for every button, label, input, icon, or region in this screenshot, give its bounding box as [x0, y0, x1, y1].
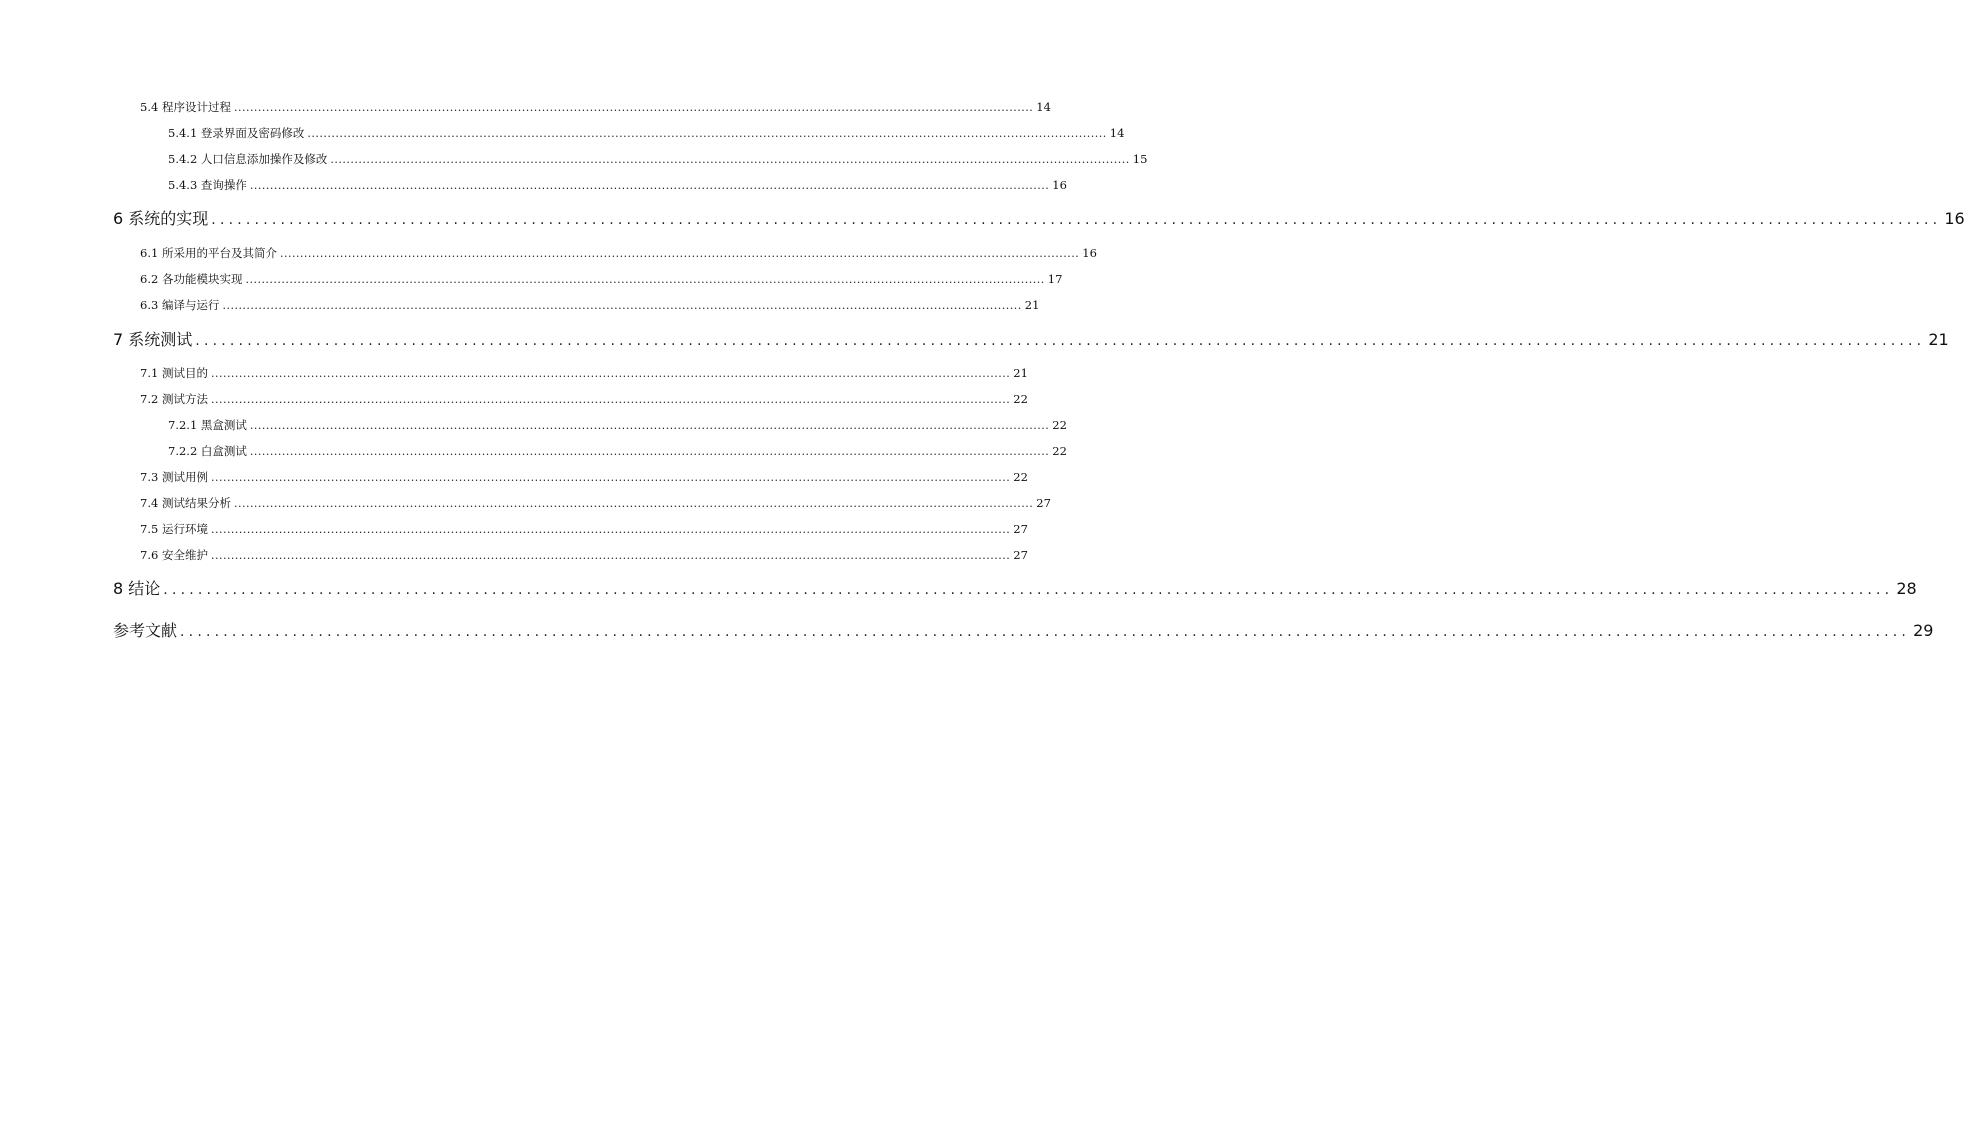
toc-entry-number: 8: [113, 579, 124, 598]
toc-entry-page: 21: [1013, 366, 1028, 380]
toc-entry-title: 系统测试: [128, 330, 193, 349]
toc-entry-page: 17: [1047, 272, 1063, 286]
toc-entry-number: 6.1: [140, 246, 159, 260]
toc-leader-dots: ........................................................................................................................................................................................................: [195, 333, 1926, 349]
toc-entry-number: 7.2.2: [168, 444, 198, 458]
toc-leader-dots: ........................................................................................................................................................................................................: [233, 497, 1034, 510]
toc-entry-7-2[interactable]: [140, 390, 1028, 408]
toc-leader-dots: ........................................................................................................................................................................................................: [307, 127, 1107, 140]
toc-leader-dots: ........................................................................................................................................................................................................: [249, 179, 1050, 192]
toc-entry-page: 22: [1052, 418, 1067, 432]
toc-entry-7-2-1[interactable]: [168, 416, 1067, 434]
toc-entry-title: 运行环境: [161, 522, 208, 536]
toc-entry-7-1[interactable]: [140, 364, 1028, 382]
toc-entry-title: 测试目的: [161, 366, 208, 380]
toc-entry-page: 27: [1036, 496, 1051, 510]
toc-entry-page: 16: [1082, 246, 1097, 260]
toc-entry-chapter-6[interactable]: [113, 207, 1965, 231]
toc-entry-title: 参考文献: [113, 621, 178, 640]
toc-entry-number: 7.4: [140, 496, 159, 510]
toc-entry-title: 编译与运行: [161, 298, 220, 312]
toc-leader-dots: ........................................................................................................................................................................................................: [249, 445, 1050, 458]
toc-entry-page: 15: [1132, 152, 1148, 166]
toc-entry-7-6[interactable]: [140, 546, 1028, 564]
toc-entry-chapter-8[interactable]: [113, 577, 1917, 601]
toc-leader-dots: ........................................................................................................................................................................................................: [222, 299, 1022, 312]
toc-entry-number: 5.4: [140, 100, 159, 114]
toc-entry-7-2-2[interactable]: [168, 442, 1067, 460]
toc-leader-dots: ........................................................................................................................................................................................................: [211, 212, 1942, 228]
toc-entry-title: 各功能模块实现: [161, 272, 243, 286]
toc-entry-page: 16: [1052, 178, 1067, 192]
toc-leader-dots: ........................................................................................................................................................................................................: [210, 471, 1011, 484]
toc-entry-page: 27: [1013, 548, 1028, 562]
toc-entry-page: 22: [1052, 444, 1067, 458]
toc-entry-title: 系统的实现: [128, 209, 209, 228]
toc-entry-page: 14: [1109, 126, 1125, 140]
toc-entry-7-5[interactable]: [140, 520, 1028, 538]
toc-entry-title: 查询操作: [200, 178, 247, 192]
toc-entry-6-1[interactable]: [140, 244, 1097, 262]
toc-entry-page: 27: [1013, 522, 1028, 536]
toc-leader-dots: ........................................................................................................................................................................................................: [245, 273, 1045, 286]
toc-entry-title: 黑盒测试: [200, 418, 247, 432]
toc-entry-5-4[interactable]: [140, 98, 1051, 116]
toc-entry-7-3[interactable]: [140, 468, 1028, 486]
toc-leader-dots: ........................................................................................................................................................................................................: [210, 523, 1011, 536]
toc-leader-dots: ........................................................................................................................................................................................................: [210, 367, 1011, 380]
toc-entry-title: 白盒测试: [200, 444, 247, 458]
toc-entry-references[interactable]: [113, 619, 1934, 643]
toc-entry-page: 21: [1024, 298, 1040, 312]
toc-entry-title: 测试方法: [161, 392, 208, 406]
toc-entry-number: 7.5: [140, 522, 159, 536]
toc-entry-5-4-3[interactable]: [168, 176, 1067, 194]
toc-entry-number: 5.4.1: [168, 126, 198, 140]
toc-entry-6-3[interactable]: [140, 296, 1040, 314]
toc-entry-title: 人口信息添加操作及修改: [200, 152, 328, 166]
toc-entry-page: 28: [1896, 579, 1917, 598]
toc-entry-number: 6.2: [140, 272, 159, 286]
toc-entry-page: 29: [1913, 621, 1934, 640]
toc-entry-number: 5.4.3: [168, 178, 198, 192]
toc-leader-dots: ........................................................................................................................................................................................................: [210, 393, 1011, 406]
toc-entry-number: 6: [113, 209, 124, 228]
toc-entry-page: 14: [1036, 100, 1051, 114]
toc-entry-title: 安全维护: [161, 548, 208, 562]
toc-entry-number: 7.6: [140, 548, 159, 562]
toc-entry-6-2[interactable]: [140, 270, 1063, 288]
toc-entry-title: 登录界面及密码修改: [200, 126, 305, 140]
toc-entry-title: 程序设计过程: [161, 100, 231, 114]
toc-entry-number: 6.3: [140, 298, 159, 312]
toc-leader-dots: ........................................................................................................................................................................................................: [330, 153, 1130, 166]
toc-entry-5-4-1[interactable]: [168, 124, 1125, 142]
toc-entry-5-4-2[interactable]: [168, 150, 1148, 168]
toc-leader-dots: ........................................................................................................................................................................................................: [163, 582, 1894, 598]
toc-entry-title: 结论: [128, 579, 161, 598]
toc-leader-dots: ........................................................................................................................................................................................................: [180, 624, 1911, 640]
toc-entry-title: 所采用的平台及其简介: [161, 246, 277, 260]
toc-entry-number: 7.2: [140, 392, 159, 406]
toc-entry-page: 21: [1928, 330, 1949, 349]
toc-leader-dots: ........................................................................................................................................................................................................: [279, 247, 1080, 260]
toc-entry-number: 7: [113, 330, 124, 349]
toc-entry-number: 7.1: [140, 366, 159, 380]
toc-entry-number: 5.4.2: [168, 152, 198, 166]
toc-leader-dots: ........................................................................................................................................................................................................: [249, 419, 1050, 432]
toc-leader-dots: ........................................................................................................................................................................................................: [233, 101, 1034, 114]
toc-entry-number: 7.3: [140, 470, 159, 484]
toc-entry-title: 测试结果分析: [161, 496, 231, 510]
toc-entry-number: 7.2.1: [168, 418, 198, 432]
toc-entry-page: 16: [1944, 209, 1965, 228]
toc-entry-chapter-7[interactable]: [113, 328, 1949, 352]
toc-entry-page: 22: [1013, 470, 1028, 484]
toc-entry-7-4[interactable]: [140, 494, 1051, 512]
toc-leader-dots: ........................................................................................................................................................................................................: [210, 549, 1011, 562]
toc-entry-page: 22: [1013, 392, 1028, 406]
toc-entry-title: 测试用例: [161, 470, 208, 484]
